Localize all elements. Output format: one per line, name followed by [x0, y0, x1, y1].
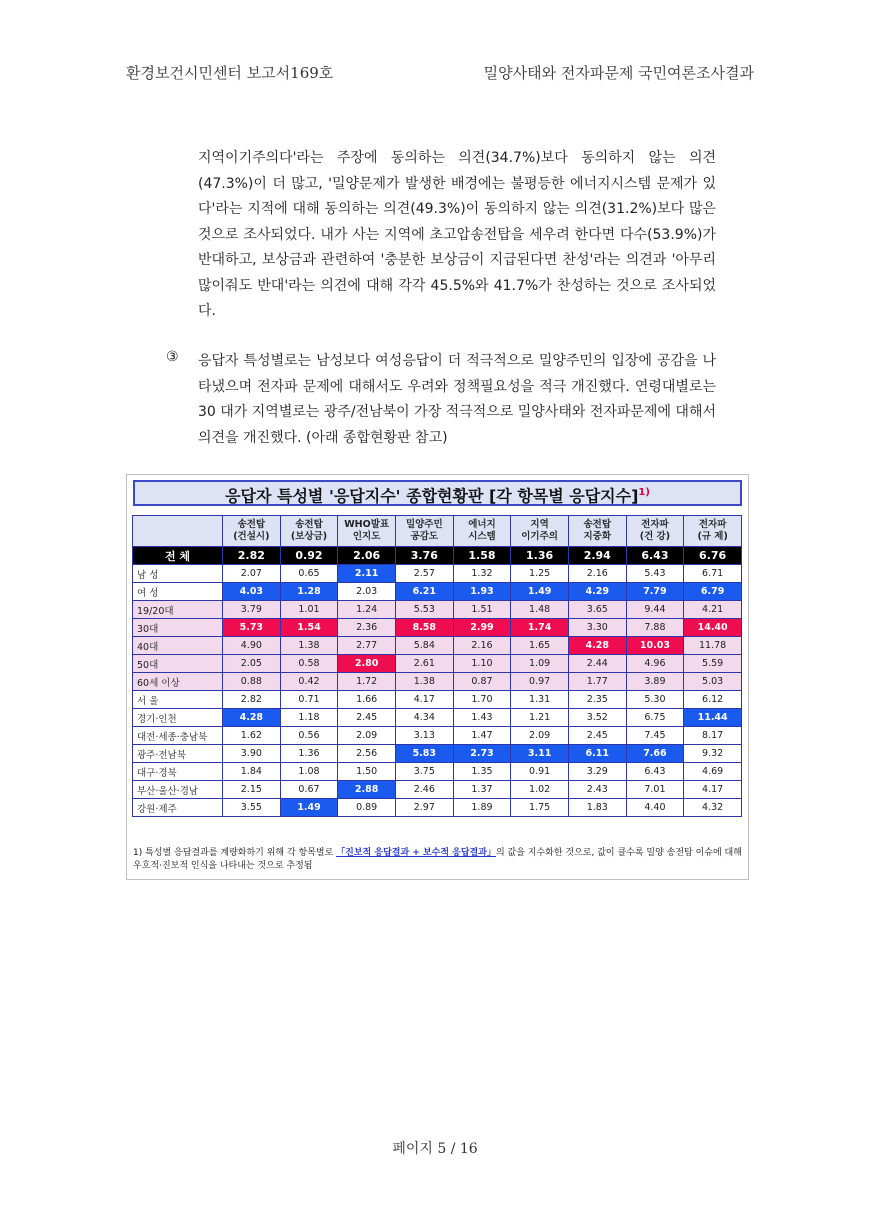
table-cell: 2.77 [338, 637, 396, 655]
table-cell: 2.46 [395, 781, 453, 799]
column-header-line: (건설시) [233, 531, 270, 542]
table-cell: 4.32 [684, 799, 742, 817]
footnote-pre: 1) 특성별 응답결과를 계량화하기 위해 각 항목별로 [133, 848, 337, 858]
figure-title [133, 480, 742, 506]
row-label: 남 성 [133, 565, 223, 583]
table-cell: 1.74 [511, 619, 569, 637]
table-cell: 0.58 [280, 655, 338, 673]
table-cell: 1.36 [280, 745, 338, 763]
table-row [133, 619, 742, 637]
table-cell: 1.70 [453, 691, 511, 709]
table-cell: 5.84 [395, 637, 453, 655]
table-cell: 1.21 [511, 709, 569, 727]
row-label: 부산·울산·경남 [133, 781, 223, 799]
table-row [133, 745, 742, 763]
table-cell: 1.93 [453, 583, 511, 601]
table-cell: 11.78 [684, 637, 742, 655]
table-cell: 4.69 [684, 763, 742, 781]
table-row [133, 637, 742, 655]
table-cell: 7.45 [626, 727, 684, 745]
figure-title-footnote-mark: 1) [638, 487, 650, 498]
table-cell: 2.82 [223, 547, 281, 565]
column-header [338, 516, 396, 547]
table-row [133, 691, 742, 709]
table-cell: 6.43 [626, 763, 684, 781]
column-header-line: 인지도 [352, 531, 381, 542]
column-header-line: 송전탑 [583, 519, 612, 530]
table-cell: 2.73 [453, 745, 511, 763]
table-cell: 4.40 [626, 799, 684, 817]
row-label: 40대 [133, 637, 223, 655]
column-header-line: WHO발표 [344, 519, 390, 530]
table-cell: 1.10 [453, 655, 511, 673]
table-cell: 1.37 [453, 781, 511, 799]
footnote-highlight: 「진보적 응답결과 + 보수적 응답결과」 [336, 848, 496, 858]
column-header-line: 송전탑 [295, 519, 323, 530]
column-header-line: 전자파 [641, 519, 669, 530]
table-body [133, 547, 742, 817]
table-cell: 5.83 [395, 745, 453, 763]
table-cell: 0.67 [280, 781, 338, 799]
column-header-line: 공감도 [410, 531, 439, 542]
table-row [133, 583, 742, 601]
column-header [453, 516, 511, 547]
table-cell: 7.01 [626, 781, 684, 799]
table-cell: 10.03 [626, 637, 684, 655]
table-cell: 2.35 [568, 691, 626, 709]
table-cell: 9.44 [626, 601, 684, 619]
table-cell: 2.82 [223, 691, 281, 709]
column-header-line: 밀양주민 [405, 519, 443, 530]
table-cell: 3.76 [395, 547, 453, 565]
table-row [133, 565, 742, 583]
page-footer: 페이지 5 / 16 [392, 1141, 478, 1157]
table-cell: 6.79 [684, 583, 742, 601]
table-cell: 4.03 [223, 583, 281, 601]
table-cell: 6.75 [626, 709, 684, 727]
row-label: 광주·전남북 [133, 745, 223, 763]
table-cell: 0.71 [280, 691, 338, 709]
column-header [684, 516, 742, 547]
table-cell: 1.32 [453, 565, 511, 583]
table-cell: 1.02 [511, 781, 569, 799]
table-cell: 1.83 [568, 799, 626, 817]
table-cell: 1.54 [280, 619, 338, 637]
table-cell: 0.92 [280, 547, 338, 565]
table-cell: 5.73 [223, 619, 281, 637]
table-cell: 1.49 [511, 583, 569, 601]
table-cell: 5.03 [684, 673, 742, 691]
row-label: 19/20대 [133, 601, 223, 619]
table-cell: 1.75 [511, 799, 569, 817]
table-cell: 3.11 [511, 745, 569, 763]
table-cell: 1.18 [280, 709, 338, 727]
header-right: 밀양사태와 전자파문제 국민여론조사결과 [483, 64, 754, 82]
row-label: 50대 [133, 655, 223, 673]
column-header-line: 지중화 [583, 531, 612, 542]
table-cell: 2.09 [511, 727, 569, 745]
paragraph-2: 응답자 특성별로는 남성보다 여성응답이 더 적극적으로 밀양주민의 입장에 공감을 나타냈으며 전자파 문제에 대해서도 우려와 정책필요성을 적극 개진했다. 연령대별로는 30 대가 지역별로는 광주/전남북이 가장 적극적으로 밀양사태와 전자파문제에 대해서 의견을 개진했다. (아래 종합현황판 참고) [198, 353, 716, 446]
table-cell: 2.15 [223, 781, 281, 799]
table-cell: 6.12 [684, 691, 742, 709]
table-cell: 7.88 [626, 619, 684, 637]
table-cell: 0.56 [280, 727, 338, 745]
table-row [133, 655, 742, 673]
row-label: 여 성 [133, 583, 223, 601]
table-cell: 0.97 [511, 673, 569, 691]
table-cell: 6.43 [626, 547, 684, 565]
table-cell: 2.03 [338, 583, 396, 601]
table-row [133, 781, 742, 799]
table-row [133, 727, 742, 745]
table-cell: 0.65 [280, 565, 338, 583]
table-cell: 4.28 [568, 637, 626, 655]
header-left: 환경보건시민센터 보고서169호 [126, 64, 334, 82]
row-label: 대구·경북 [133, 763, 223, 781]
row-label: 강원·제주 [133, 799, 223, 817]
table-cell: 8.17 [684, 727, 742, 745]
table-cell: 6.71 [684, 565, 742, 583]
table-cell: 1.47 [453, 727, 511, 745]
table-cell: 1.58 [453, 547, 511, 565]
table-cell: 4.90 [223, 637, 281, 655]
column-header-line: 시스템 [468, 531, 496, 542]
table-cell: 1.25 [511, 565, 569, 583]
table-cell: 1.49 [280, 799, 338, 817]
column-header-line: 전자파 [698, 519, 727, 530]
table-row [133, 673, 742, 691]
table-cell: 1.51 [453, 601, 511, 619]
table-cell: 1.43 [453, 709, 511, 727]
paragraph-2-number: ③ [166, 349, 179, 365]
row-label: 경기·인천 [133, 709, 223, 727]
table-cell: 2.36 [338, 619, 396, 637]
table-cell: 3.65 [568, 601, 626, 619]
table-header-row [133, 516, 742, 547]
table-cell: 6.21 [395, 583, 453, 601]
table-cell: 7.66 [626, 745, 684, 763]
table-cell: 5.59 [684, 655, 742, 673]
row-label: 대전·세종·충남북 [133, 727, 223, 745]
column-header-line: 지역 [530, 519, 549, 530]
table-cell: 2.43 [568, 781, 626, 799]
table-cell: 11.44 [684, 709, 742, 727]
column-header-line: 에너지 [468, 519, 496, 530]
table-row [133, 799, 742, 817]
table-cell: 1.08 [280, 763, 338, 781]
table-cell: 3.75 [395, 763, 453, 781]
table-cell: 2.57 [395, 565, 453, 583]
table-cell: 2.44 [568, 655, 626, 673]
table-cell: 1.48 [511, 601, 569, 619]
page-header [126, 62, 754, 83]
table-cell: 1.35 [453, 763, 511, 781]
table-cell: 7.79 [626, 583, 684, 601]
total-row [133, 547, 742, 565]
table-cell: 2.45 [568, 727, 626, 745]
table-cell: 3.29 [568, 763, 626, 781]
table-cell: 1.62 [223, 727, 281, 745]
table-cell: 2.80 [338, 655, 396, 673]
row-label: 서 울 [133, 691, 223, 709]
table-cell: 1.01 [280, 601, 338, 619]
table-cell: 1.38 [280, 637, 338, 655]
table-cell: 6.11 [568, 745, 626, 763]
table-cell: 0.42 [280, 673, 338, 691]
figure-footnote [133, 847, 745, 873]
table-row [133, 763, 742, 781]
table-cell: 2.56 [338, 745, 396, 763]
table-cell: 4.17 [684, 781, 742, 799]
table-cell: 0.89 [338, 799, 396, 817]
table-cell: 1.89 [453, 799, 511, 817]
row-label: 60세 이상 [133, 673, 223, 691]
table-cell: 3.89 [626, 673, 684, 691]
table-cell: 2.11 [338, 565, 396, 583]
column-header-line: 송전탑 [237, 519, 266, 530]
response-index-table [132, 515, 742, 817]
table-cell: 1.77 [568, 673, 626, 691]
column-header [568, 516, 626, 547]
table-cell: 8.58 [395, 619, 453, 637]
table-cell: 1.28 [280, 583, 338, 601]
table-cell: 1.84 [223, 763, 281, 781]
row-label: 30대 [133, 619, 223, 637]
table-row [133, 709, 742, 727]
table-cell: 2.45 [338, 709, 396, 727]
table-cell: 2.06 [338, 547, 396, 565]
table-cell: 0.87 [453, 673, 511, 691]
table-cell: 3.90 [223, 745, 281, 763]
table-cell: 4.28 [223, 709, 281, 727]
table-cell: 1.36 [511, 547, 569, 565]
table-cell: 5.53 [395, 601, 453, 619]
table-cell: 1.65 [511, 637, 569, 655]
column-header [395, 516, 453, 547]
table-cell: 2.97 [395, 799, 453, 817]
table-cell: 3.52 [568, 709, 626, 727]
table-cell: 4.17 [395, 691, 453, 709]
table-cell: 4.34 [395, 709, 453, 727]
column-header-line: (건 강) [639, 531, 671, 542]
column-header [511, 516, 569, 547]
table-cell: 4.21 [684, 601, 742, 619]
table-cell: 1.31 [511, 691, 569, 709]
table-cell: 1.72 [338, 673, 396, 691]
table-cell: 14.40 [684, 619, 742, 637]
table-cell: 4.96 [626, 655, 684, 673]
table-cell: 1.66 [338, 691, 396, 709]
footnote-post: 의 값을 지수화한 것으로, 값이 클수록 밀양 송전탑 이슈에 대해 우호적·진보적 인식을 나타내는 것으로 추정됨 [133, 848, 742, 871]
table-cell: 2.16 [453, 637, 511, 655]
column-header-line: (보상금) [290, 531, 328, 542]
table-cell: 3.79 [223, 601, 281, 619]
column-header-line: 이기주의 [521, 531, 558, 542]
table-cell: 1.50 [338, 763, 396, 781]
figure-title-text: 응답자 특성별 '응답지수' 종합현황판 [각 항목별 응답지수] [225, 486, 639, 506]
table-cell: 2.94 [568, 547, 626, 565]
table-cell: 3.55 [223, 799, 281, 817]
table-corner [133, 516, 223, 547]
row-label: 전 체 [133, 547, 223, 565]
table-cell: 1.24 [338, 601, 396, 619]
table-cell: 6.76 [684, 547, 742, 565]
table-cell: 9.32 [684, 745, 742, 763]
table-cell: 2.09 [338, 727, 396, 745]
column-header [223, 516, 281, 547]
table-cell: 1.09 [511, 655, 569, 673]
table-cell: 2.99 [453, 619, 511, 637]
table-cell: 2.61 [395, 655, 453, 673]
summary-board-figure [126, 474, 749, 880]
table-cell: 2.16 [568, 565, 626, 583]
table-cell: 0.88 [223, 673, 281, 691]
table-cell: 0.91 [511, 763, 569, 781]
column-header [280, 516, 338, 547]
table-cell: 3.30 [568, 619, 626, 637]
column-header-line: (규 제) [697, 531, 728, 542]
table-cell: 5.30 [626, 691, 684, 709]
table-cell: 2.05 [223, 655, 281, 673]
table-cell: 4.29 [568, 583, 626, 601]
paragraph-1: 지역이기주의다'라는 주장에 동의하는 의견(34.7%)보다 동의하지 않는 의견(47.3%)이 더 많고, '밀양문제가 발생한 배경에는 불평등한 에너지시스템 문제가 있다'라는 지적에 대해 동의하는 의견(49.3%)이 동의하지 않는 의견(31.2%)보다 많은 것으로 조사되었다. 내가 사는 지역에 초고압송전탑을 세우려 한다면 다수(53.9%)가 반대하고, 보상금과 관련하여 '충분한 보상금이 지급된다면 찬성'라는 의견과 '아무리 많이줘도 반대'라는 의견에 대해 각각 45.5%와 41.7%가 찬성하는 것으로 조사되었다. [198, 150, 716, 319]
table-cell: 2.07 [223, 565, 281, 583]
column-header [626, 516, 684, 547]
table-cell: 3.13 [395, 727, 453, 745]
table-row [133, 601, 742, 619]
table-cell: 2.88 [338, 781, 396, 799]
table-cell: 1.38 [395, 673, 453, 691]
table-cell: 5.43 [626, 565, 684, 583]
